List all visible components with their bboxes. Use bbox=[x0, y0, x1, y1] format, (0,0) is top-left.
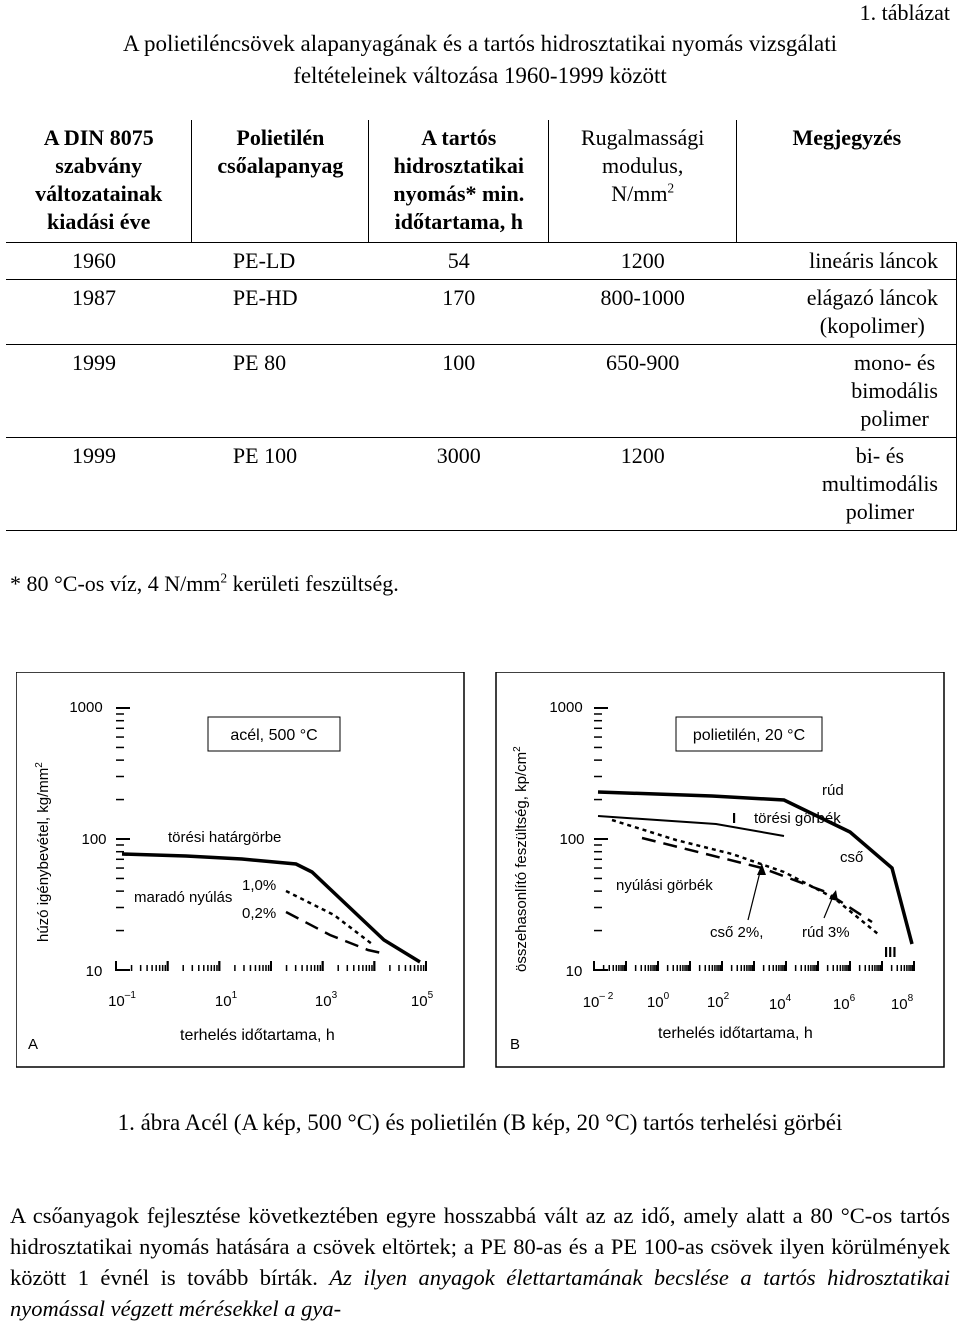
panel-b-y-axis bbox=[594, 708, 608, 970]
panel-a-letter: A bbox=[28, 1036, 39, 1053]
header-modulus: Rugalmassági modulus, $N/mm^2$ bbox=[549, 120, 737, 243]
data-table bbox=[6, 120, 957, 531]
panel-a-label-1pct: 1,0% bbox=[242, 877, 277, 894]
table-header-row bbox=[6, 120, 957, 243]
panel-a-xtick: $10^1$ bbox=[214, 990, 238, 1010]
panel-b-xlabel: terhelés időtartama, h bbox=[658, 1025, 813, 1042]
panel-b-arrowhead-pipe bbox=[757, 864, 766, 875]
figure-caption: 1. ábra Acél (A kép, 500 °C) és polietilén (B kép, 20 °C) tartós terhelési görbéi bbox=[117, 1110, 843, 1135]
panel-a-box-label: acél, 500 °C bbox=[230, 727, 318, 744]
panel-b-label-III: III bbox=[884, 944, 897, 961]
panel-a-xtick: $10^{-1}$ bbox=[108, 990, 136, 1010]
header-note: Megjegyzés bbox=[737, 120, 957, 243]
panel-a-ytick-1000: 1000 bbox=[69, 699, 103, 716]
title-line-1: A polietiléncsövek alapanyagának és a tartós hidrosztatikai nyomás vizsgálati bbox=[122, 31, 838, 56]
panel-b-label-break: törési görbék bbox=[754, 810, 841, 827]
panel-a-xtick: $10^5$ bbox=[410, 990, 434, 1010]
panel-a-label-creep: maradó nyúlás bbox=[134, 889, 233, 906]
body-paragraph: A csőanyagok fejlesztése következtében egyre hosszabbá vált az az idő, amely alatt a 80 °C-os tartós hidrosztatikai nyomás hatására a csövek eltörtek; a PE 80-as és a PE 100-as csövek ilyen körülmények között 1 évnél is tovább bírták. Az ilyen anyagok élettartamának becslése a tartós hidrosztatikai nyomással végzett mérésekkel a gya- bbox=[10, 1203, 950, 1321]
panel-b-label-creep: nyúlási görbék bbox=[616, 877, 713, 894]
panel-b-x-axis bbox=[594, 961, 914, 971]
title-line-2: feltételeinek változása 1960-1999 között bbox=[293, 63, 667, 88]
panel-b-label-pipe: cső bbox=[840, 849, 864, 866]
panel-a-creep-02pct bbox=[286, 912, 386, 954]
panel-b-label-rod3: rúd 3% bbox=[802, 924, 850, 941]
table-row: 1999 PE 80 100 650-900 mono- és bimodális polimer bbox=[6, 345, 957, 438]
panel-b bbox=[510, 699, 914, 1053]
panel-b-xtick: $10^{- 2}$ bbox=[582, 991, 614, 1011]
table-title bbox=[0, 28, 960, 92]
table-row: 1987 PE-HD 170 800-1000 elágazó láncok (kopolimer) bbox=[6, 280, 957, 345]
panel-a-y-axis bbox=[116, 708, 130, 970]
panel-a-xtick: $10^3$ bbox=[314, 990, 338, 1010]
table-row: 1960 PE-LD 54 1200 lineáris láncok bbox=[6, 243, 957, 280]
panel-b-xtick: $10^0$ bbox=[646, 991, 670, 1011]
panel-b-letter: B bbox=[510, 1036, 521, 1053]
panel-b-label-I: I bbox=[732, 810, 737, 827]
panel-b-ytick-10: 10 bbox=[565, 963, 583, 980]
header-year: A DIN 8075 szabvány változatainak kiadási éve bbox=[6, 120, 192, 243]
table-row: 1999 PE 100 3000 1200 bi- és multimodális polimer bbox=[6, 438, 957, 531]
panel-b-arrowhead-rod bbox=[829, 890, 838, 901]
panel-a-label-02pct: 0,2% bbox=[242, 905, 277, 922]
table-footnote: * 80 °C-os víz, 4 $N/mm^2$ kerületi feszültség. bbox=[10, 570, 399, 596]
panel-b-label-pipe2: cső 2%, bbox=[710, 924, 764, 941]
table-number: 1. táblázat bbox=[859, 0, 950, 25]
panel-b-xtick: $10^8$ bbox=[890, 993, 914, 1013]
panel-b-box-label: polietilén, 20 °C bbox=[692, 727, 806, 744]
panel-b-ytick-1000: 1000 bbox=[549, 699, 583, 716]
panel-a-x-axis bbox=[116, 961, 426, 971]
header-material: Polietilén csőalapanyag bbox=[192, 120, 369, 243]
panel-b-xtick: $10^2$ bbox=[706, 991, 730, 1011]
panel-a-xlabel: terhelés időtartama, h bbox=[180, 1027, 335, 1044]
panel-a-ylabel: húzó igénybevétel, $kg/mm^2$ bbox=[34, 762, 52, 942]
header-duration: A tartós hidrosztatikai nyomás* min. időtartama, h bbox=[369, 120, 549, 243]
panel-a-ytick-10: 10 bbox=[85, 963, 103, 980]
panel-b-label-rod: rúd bbox=[822, 782, 844, 799]
panel-a-ytick-100: 100 bbox=[81, 831, 107, 848]
panel-b-ytick-100: 100 bbox=[559, 831, 585, 848]
panel-b-ylabel: összehasonlító feszültség, $kp/cm^2$ bbox=[512, 746, 530, 972]
panel-a-label-break: törési határgörbe bbox=[168, 829, 282, 846]
panel-b-xtick: $10^6$ bbox=[832, 993, 856, 1013]
panel-b-xtick: $10^4$ bbox=[768, 993, 792, 1013]
panel-a bbox=[28, 699, 434, 1053]
figure-load-curves bbox=[16, 672, 946, 1072]
